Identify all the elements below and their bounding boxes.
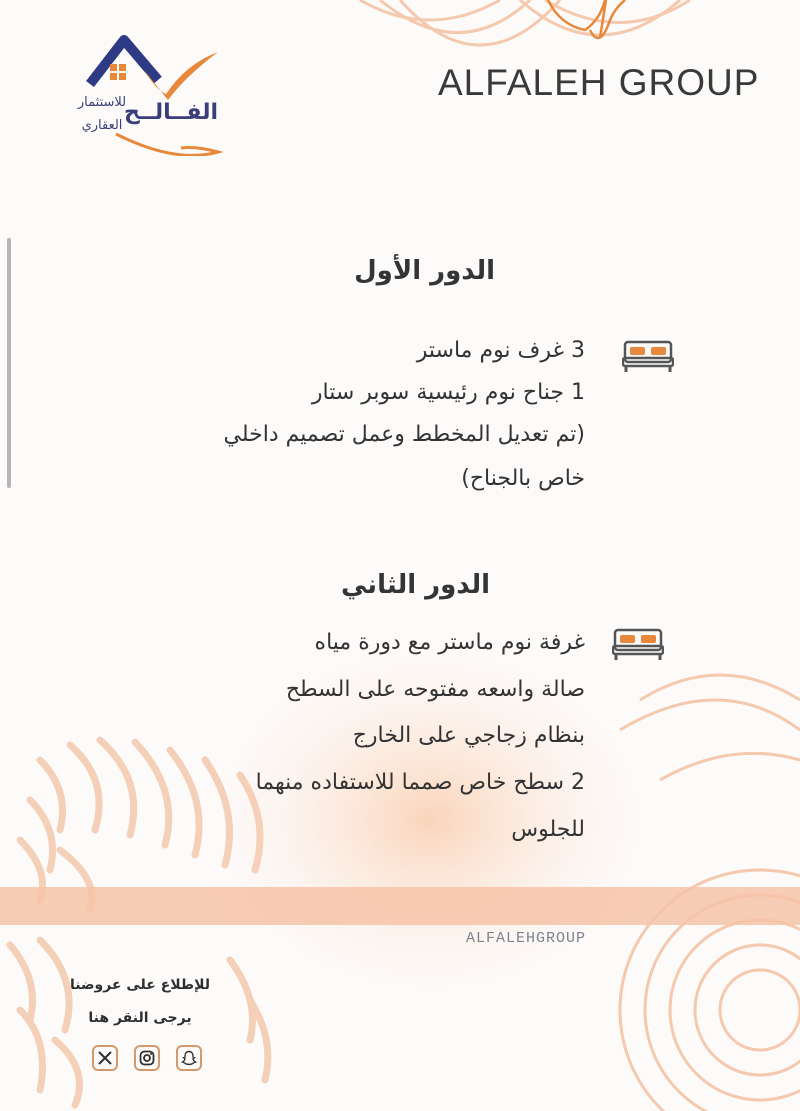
logo-bottom-text: العقاري bbox=[81, 118, 123, 133]
floor2-line-2: صالة واسعه مفتوحه على السطح bbox=[285, 677, 585, 702]
logo-main-text: الفــالــح bbox=[123, 100, 219, 125]
floor2-line-3: بنظام زجاجي على الخارج bbox=[352, 723, 585, 748]
floor2-line-1: غرفة نوم ماستر مع دورة مياه bbox=[314, 630, 585, 655]
bed-icon bbox=[612, 624, 664, 662]
second-floor-heading: الدور الثاني bbox=[341, 570, 490, 600]
instagram-icon[interactable] bbox=[134, 1045, 160, 1071]
first-floor-heading: الدور الأول bbox=[354, 256, 495, 286]
snapchat-icon[interactable] bbox=[176, 1045, 202, 1071]
brand-title: ALFALEH GROUP bbox=[438, 62, 760, 103]
footer-brand: ALFALEHGROUP bbox=[466, 930, 587, 947]
x-icon[interactable] bbox=[92, 1045, 118, 1071]
cta-line-1: للإطلاع على عروضنا bbox=[70, 977, 210, 993]
floor1-line-1: 3 غرف نوم ماستر bbox=[416, 338, 585, 363]
floor2-line-4: 2 سطح خاص صمما للاستفاده منهما bbox=[255, 770, 585, 795]
footer-band bbox=[0, 887, 800, 925]
logo-top-text: للاستثمار bbox=[77, 95, 127, 110]
floor1-line-2: 1 جناح نوم رئيسية سوبر ستار bbox=[311, 380, 585, 405]
floor1-line-3: (تم تعديل المخطط وعمل تصميم داخلي bbox=[223, 422, 585, 447]
floor2-line-5: للجلوس bbox=[511, 817, 585, 842]
floor1-line-4: خاص بالجناح) bbox=[461, 466, 585, 491]
scrollbar[interactable] bbox=[7, 238, 11, 488]
bed-icon bbox=[622, 336, 674, 374]
cta-line-2[interactable]: يرجى النقر هنا bbox=[88, 1010, 192, 1026]
